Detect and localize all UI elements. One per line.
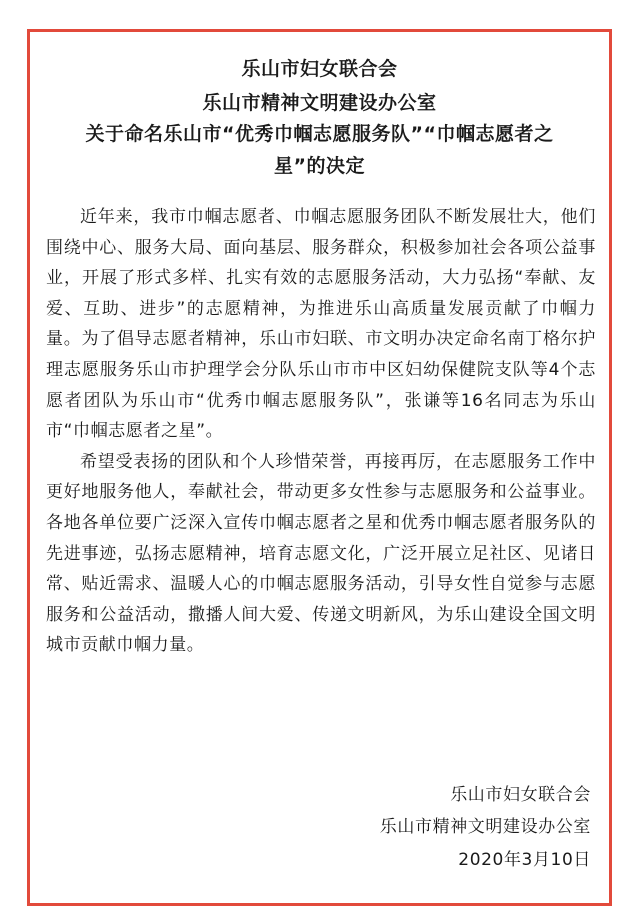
signature-org-women-federation: 乐山市妇女联合会 [450, 785, 591, 805]
signature-org-civilization-office: 乐山市精神文明建设办公室 [379, 817, 591, 837]
document-title: 关于命名乐山市“优秀巾帼志愿服务队”“巾帼志愿者之星”的决定 [85, 123, 554, 177]
issuer-title-civilization-office: 乐山市精神文明建设办公室 [202, 92, 437, 114]
body-paragraph: 希望受表扬的团队和个人珍惜荣誉，再接再厉，在志愿服务工作中更好地服务他人，奉献社会，带动更多女性参与志愿服务和公益事业。各地各单位要广泛深入宣传巾帼志愿者之星和优秀巾帼志愿者服务队的先进事迹，弘扬志愿精神，培育志愿文化，广泛开展立足社区、见诸日常、贴近需求、温暖人心的巾帼志愿服务活动，引导女性自觉参与志愿服务和公益活动，撒播人间大爱、传递文明新风，为乐山建设全国文明城市贡献巾帼力量。 [46, 451, 596, 656]
issuer-title-women-federation: 乐山市妇女联合会 [241, 58, 398, 80]
signature-date: 2020年3月10日 [458, 850, 591, 870]
document-body [46, 202, 596, 661]
body-paragraph: 近年来，我市巾帼志愿者、巾帼志愿服务团队不断发展壮大，他们围绕中心、服务大局、面向基层、服务群众，积极参加社会各项公益事业，开展了形式多样、扎实有效的志愿服务活动，大力弘扬“奉献、友爱、互助、进步”的志愿精神，为推进乐山高质量发展贡献了巾帼力量。为了倡导志愿者精神，乐山市妇联、市文明办决定命名南丁格尔护理志愿服务乐山市护理学会分队乐山市市中区妇幼保健院支队等4个志愿者团队为乐山市“优秀巾帼志愿服务队”，张谦等16名同志为乐山市“巾帼志愿者之星”。 [46, 207, 596, 442]
